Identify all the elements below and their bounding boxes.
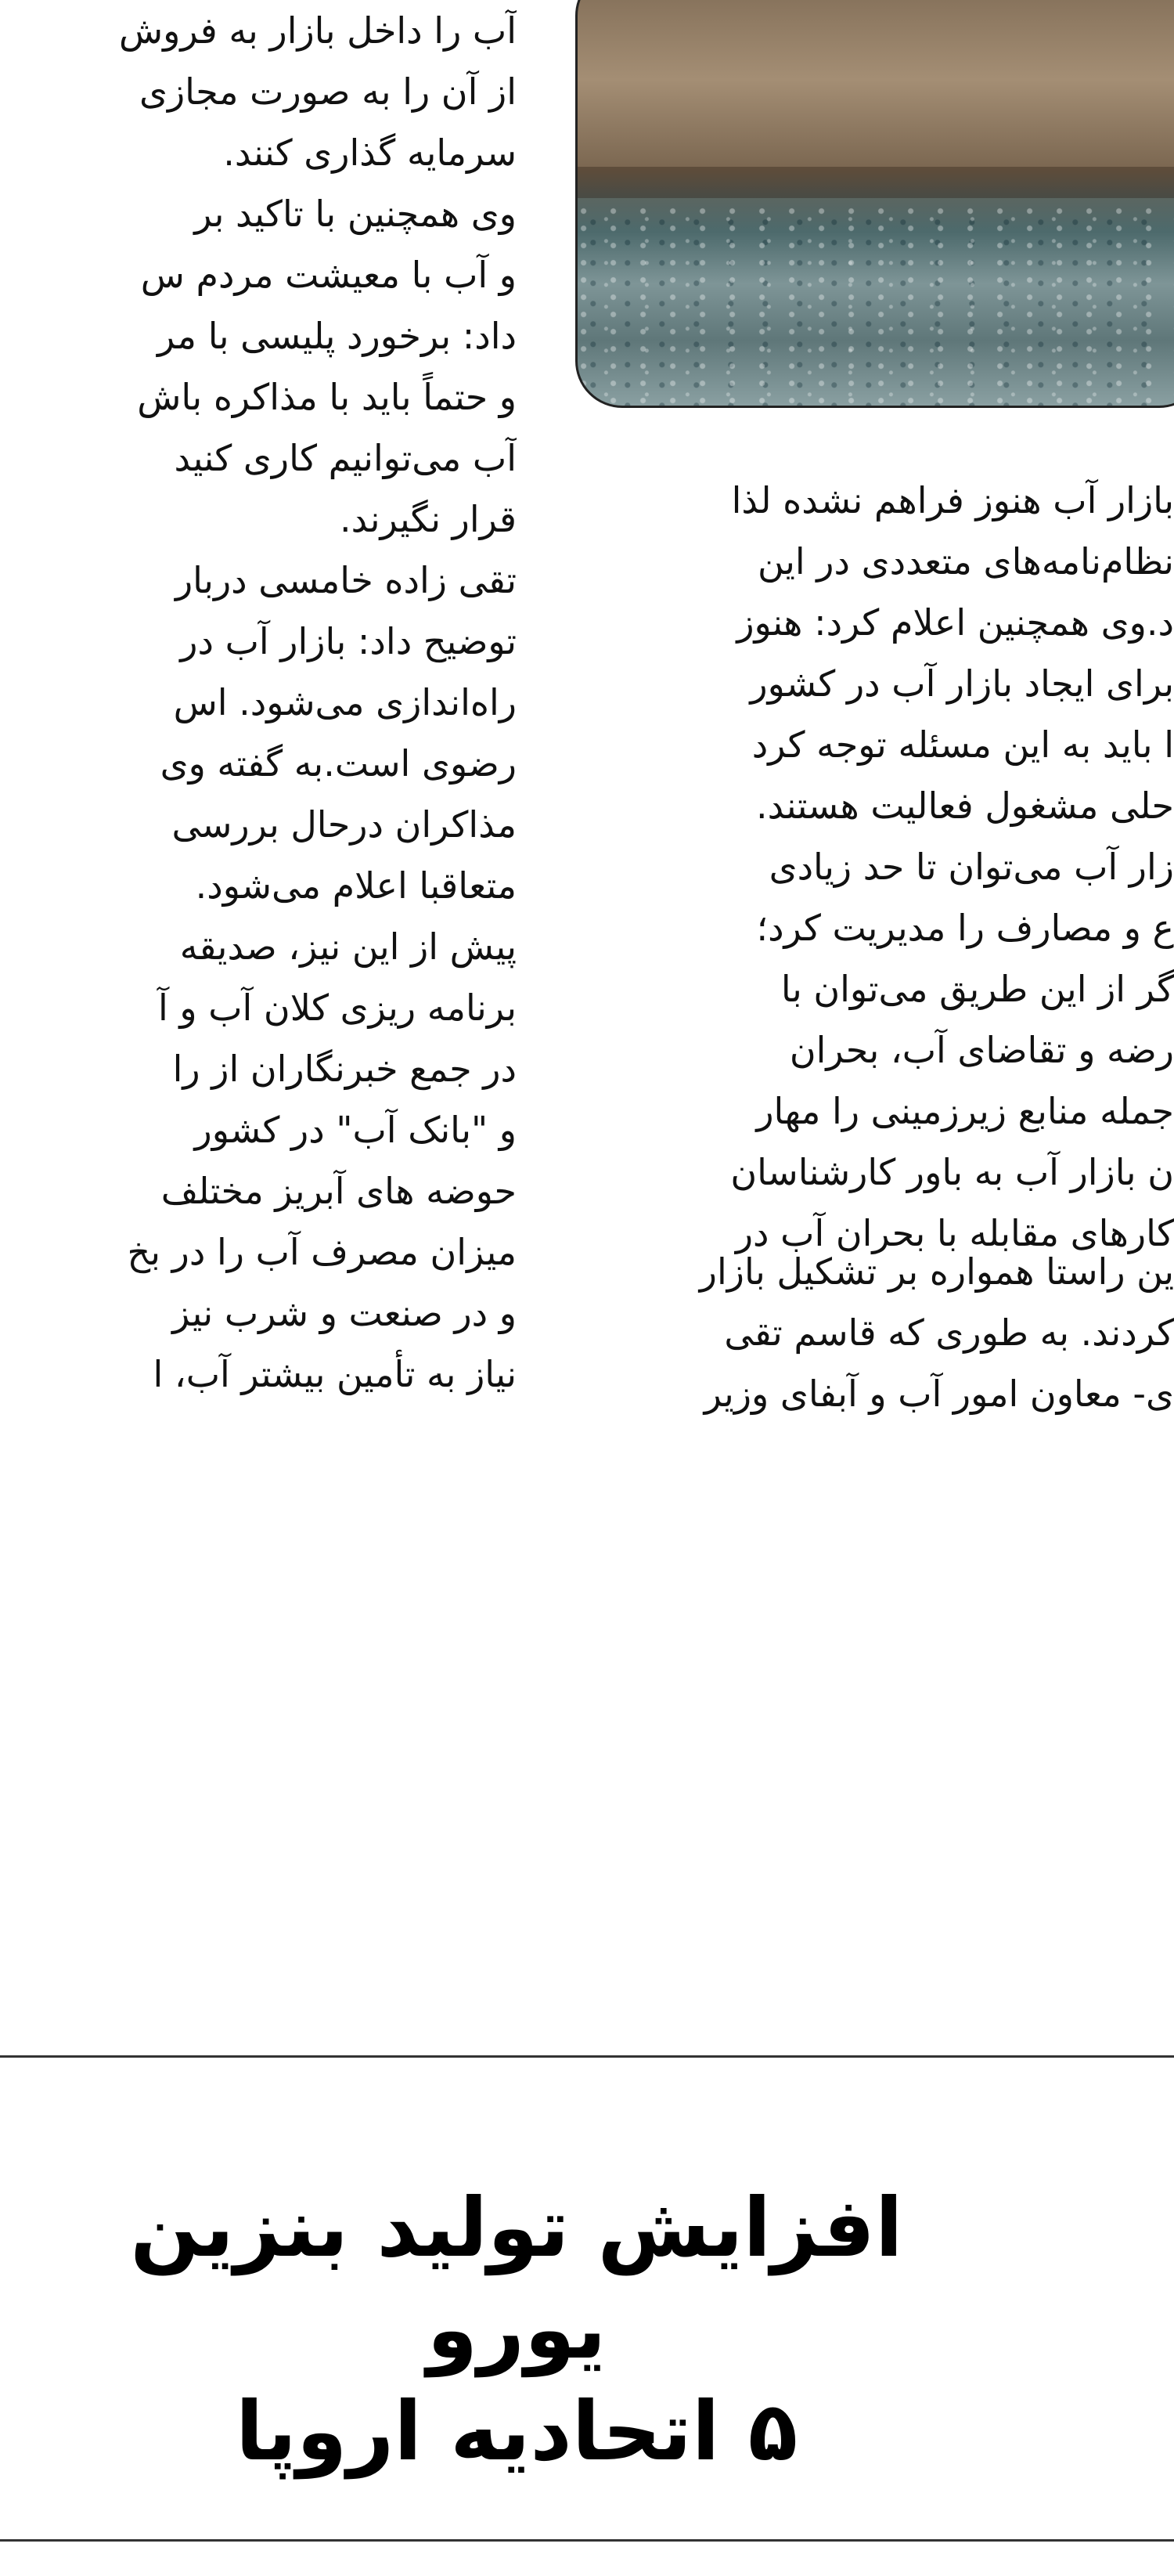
text-line: راه‌اندازی می‌شود. اس — [173, 681, 517, 723]
text-line: برای ایجاد بازار آب در کشور — [750, 662, 1174, 705]
text-line: گر از این طریق می‌توان با — [780, 968, 1174, 1010]
text-line: وی همچنین با تاکید بر — [194, 193, 517, 235]
text-line: کارهای مقابله با بحران آب در — [735, 1212, 1174, 1254]
text-line: متعاقبا اعلام می‌شود. — [195, 864, 517, 907]
article-column-right-upper — [548, 470, 1174, 1264]
text-line: تقی زاده خامسی دربار — [175, 559, 517, 601]
headline-line-2: ۵ اتحادیه اروپا — [235, 2383, 798, 2479]
text-line: و حتماً باید با مذاکره باش — [137, 376, 517, 418]
section-divider-bottom — [0, 2539, 1174, 2542]
text-line: ین راستا همواره بر تشکیل بازار — [699, 1250, 1174, 1293]
text-line: جمله منابع زیرزمینی را مهار — [756, 1090, 1174, 1132]
text-line: حلی مشغول فعالیت هستند. — [755, 785, 1174, 827]
text-line: مذاکران درحال بررسی — [171, 803, 517, 846]
text-line: نظام‌نامه‌های متعددی در این — [758, 540, 1174, 583]
reservoir-photo — [575, 0, 1174, 408]
text-line: از آن را به صورت مجازی — [139, 70, 517, 113]
text-line: کردند. به طوری که قاسم تقی — [724, 1311, 1174, 1354]
text-line: سرمایه گذاری کنند. — [223, 132, 517, 174]
article-column-left — [0, 0, 517, 1405]
text-line: و "بانک آب" در کشور — [194, 1109, 517, 1151]
text-line: آب می‌توانیم کاری کنید — [174, 437, 517, 479]
text-line: قرار نگیرند. — [339, 498, 517, 540]
text-line: زار آب می‌توان تا حد زیادی — [769, 846, 1174, 888]
text-line: توضیح داد: بازار آب در — [180, 620, 517, 662]
text-line: رضوی است.به گفته وی — [160, 742, 517, 785]
text-line: نیاز به تأمین بیشتر آب، ا — [153, 1353, 517, 1395]
text-line: بازار آب هنوز فراهم نشده لذا — [731, 479, 1174, 521]
text-line: ع و مصارف را مدیریت کرد؛ — [756, 907, 1174, 949]
text-line: در جمع خبرنگاران از را — [172, 1048, 517, 1090]
section-divider-top — [0, 2055, 1174, 2058]
text-line: ی- معاون امور آب و آبفای وزیر — [704, 1373, 1174, 1415]
text-line: حوضه های آبریز مختلف — [160, 1170, 517, 1212]
text-line: پیش از این نیز، صدیقه — [179, 925, 517, 968]
text-line: و آب با معیشت مردم س — [140, 254, 517, 296]
text-line: د.وی همچنین اعلام کرد: هنوز — [736, 601, 1174, 644]
text-line: و در صنعت و شرب نیز — [172, 1292, 517, 1334]
article-column-right-lower — [548, 1241, 1174, 1424]
text-line: میزان مصرف آب را در بخ — [127, 1231, 517, 1273]
article-headline — [31, 2177, 1002, 2482]
text-line: داد: برخورد پلیسی با مر — [157, 315, 517, 357]
text-line: ن بازار آب به باور کارشناسان — [730, 1151, 1174, 1193]
text-line: برنامه ریزی کلان آب و آ — [157, 987, 517, 1029]
headline-line-1: افزایش تولید بنزین یورو — [130, 2180, 903, 2377]
text-line: رضه و تقاضای آب، بحران — [789, 1029, 1174, 1071]
text-line: آب را داخل بازار به فروش — [119, 9, 517, 52]
text-line: ا باید به این مسئله توجه کرد — [751, 723, 1174, 766]
photo-water-surface — [578, 206, 1174, 406]
photo-wall-shadow — [578, 167, 1174, 198]
